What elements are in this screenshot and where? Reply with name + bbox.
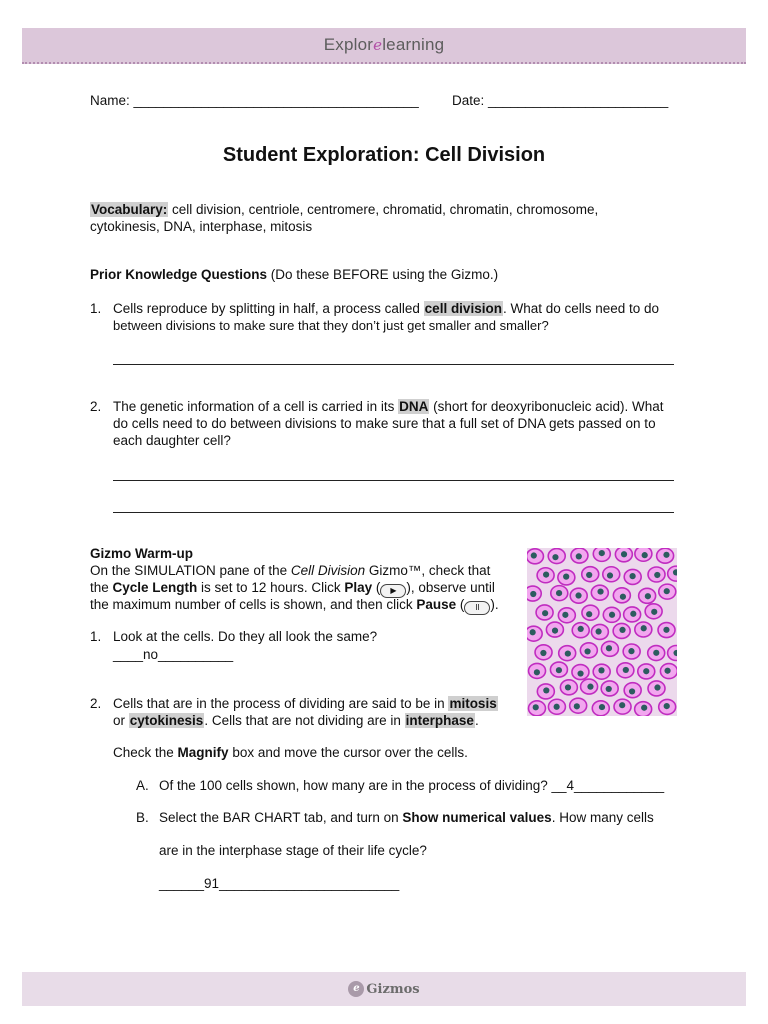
gizmos-mark-icon: e [348,981,364,997]
cell-nucleus [531,552,537,558]
cell-nucleus [540,650,546,656]
name-field[interactable]: Name: ______________________________________ [90,93,419,108]
part-b-letter: B. [136,810,149,825]
magnify-instruction: Check the Magnify box and move the cursor over the cells. [113,745,468,760]
cell-nucleus [651,609,657,615]
prior-q2-answer-line-1[interactable] [113,480,674,481]
part-b-line-1: Select the BAR CHART tab, and turn on Show numerical values. How many cells [159,810,654,825]
gizmos-logo: e Gizmos [348,981,419,997]
cell-nucleus [619,627,625,633]
warmup-q2-line-2: or cytokinesis. Cells that are not dividing are in interphase. [113,713,479,728]
cell-nucleus [587,684,593,690]
cell-nucleus [663,627,669,633]
prior-q1-number: 1. [90,301,102,316]
cell-nucleus [578,626,584,632]
gizmos-footer [22,972,746,1006]
cell-nucleus [645,593,651,599]
warmup-q2-number: 2. [90,696,102,711]
play-icon: ▶ [380,584,406,598]
cell-nucleus [576,553,582,559]
date-field[interactable]: Date: ________________________ [452,93,669,108]
cell-nucleus [653,650,659,656]
cell-nucleus [599,704,605,710]
pause-icon: II [464,601,490,615]
cell-nucleus [575,592,581,598]
part-a-text: Of the 100 cells shown, how many are in the process of dividing? __4____________ [159,778,665,793]
cell-nucleus [530,591,536,597]
page-title: Student Exploration: Cell Division [222,144,546,166]
cell-nucleus [565,650,571,656]
cell-nucleus [552,554,558,560]
cell-nucleus [641,625,647,631]
cell-division-micrograph [527,548,677,716]
warmup-paragraph-line-3: the maximum number of cells is shown, and then click Pause ( II ). [90,597,499,615]
cell-nucleus [664,588,670,594]
gizmo-warmup-heading: Gizmo Warm-up [90,546,193,561]
warmup-paragraph-line-1: On the SIMULATION pane of the Cell Division Gizmo™, check that [90,563,491,578]
cell-nucleus [534,669,540,675]
cells-illustration [527,548,677,716]
cell-nucleus [562,612,568,618]
cell-nucleus [556,590,562,596]
explorelearning-header [22,28,746,64]
cell-nucleus [606,686,612,692]
cell-nucleus [565,684,571,690]
warmup-q1-answer[interactable]: ____no__________ [113,647,234,662]
cell-nucleus [606,645,612,651]
prior-q1-line-1: Cells reproduce by splitting in half, a process called cell division. What do cells need to do [113,301,660,316]
prior-q1-line-2: between divisions to make sure that they don’t just get smaller and smaller? [113,318,549,333]
prior-q2-line-3: each daughter cell? [113,433,231,448]
cell-nucleus [584,648,590,654]
cell-nucleus [598,667,604,673]
cell-nucleus [619,702,625,708]
warmup-q1-number: 1. [90,629,102,644]
cell-nucleus [642,552,648,558]
prior-q2-line-2: do cells need to do between divisions to make sure that a full set of DNA gets passed on to [113,416,656,431]
warmup-q1-text: Look at the cells. Do they all look the same? [113,629,378,644]
cell-nucleus [621,551,627,557]
prior-q2-answer-line-2[interactable] [113,512,674,513]
cell-nucleus [599,550,605,556]
cell-nucleus [574,703,580,709]
part-b-line-2: are in the interphase stage of their life cycle? [159,843,427,858]
cell-nucleus [595,628,601,634]
cell-nucleus [543,571,549,577]
cell-nucleus [543,687,549,693]
cell-nucleus [609,612,615,618]
cell-nucleus [628,648,634,654]
warmup-paragraph-line-2: the Cycle Length is set to 12 hours. Click Play ( ▶ ), observe until [90,580,495,598]
vocabulary-line-2: cytokinesis, DNA, interphase, mitosis [90,219,313,234]
cell-nucleus [586,572,592,578]
cell-nucleus [552,627,558,633]
cell-nucleus [643,668,649,674]
cell-nucleus [586,611,592,617]
cell-nucleus [556,667,562,673]
cell-nucleus [654,684,660,690]
prior-q2-number: 2. [90,399,102,414]
warmup-q2-line-1: Cells that are in the process of dividing are said to be in mitosis [113,696,497,711]
cell-nucleus [577,670,583,676]
cell-nucleus [542,610,548,616]
prior-knowledge-heading: Prior Knowledge Questions (Do these BEFORE using the Gizmo.) [90,267,499,282]
cell-nucleus [664,703,670,709]
cell-nucleus [623,667,629,673]
cell-nucleus [607,572,613,578]
part-b-answer[interactable]: ______91________________________ [159,876,400,891]
cell-nucleus [629,688,635,694]
cell-nucleus [533,704,539,710]
cell-nucleus [663,552,669,558]
cell-nucleus [641,705,647,711]
prior-q2-line-1: The genetic information of a cell is carried in its DNA (short for deoxyribonucleic acid). What [113,399,664,414]
cell-nucleus [563,574,569,580]
vocabulary-label: Vocabulary: [91,202,168,217]
cell-nucleus [554,704,560,710]
cell-nucleus [620,594,626,600]
explorelearning-logo: Explorelearning [323,35,445,54]
cell-nucleus [530,629,536,635]
cell-nucleus [630,611,636,617]
prior-q1-answer-line[interactable] [113,364,674,365]
cell-nucleus [664,668,670,674]
cell-nucleus [654,572,660,578]
vocabulary-line-1: Vocabulary: cell division, centriole, centromere, chromatid, chromatin, chromosome, [91,202,599,217]
cell-nucleus [630,573,636,579]
cell-nucleus [597,588,603,594]
part-a-letter: A. [136,778,149,793]
